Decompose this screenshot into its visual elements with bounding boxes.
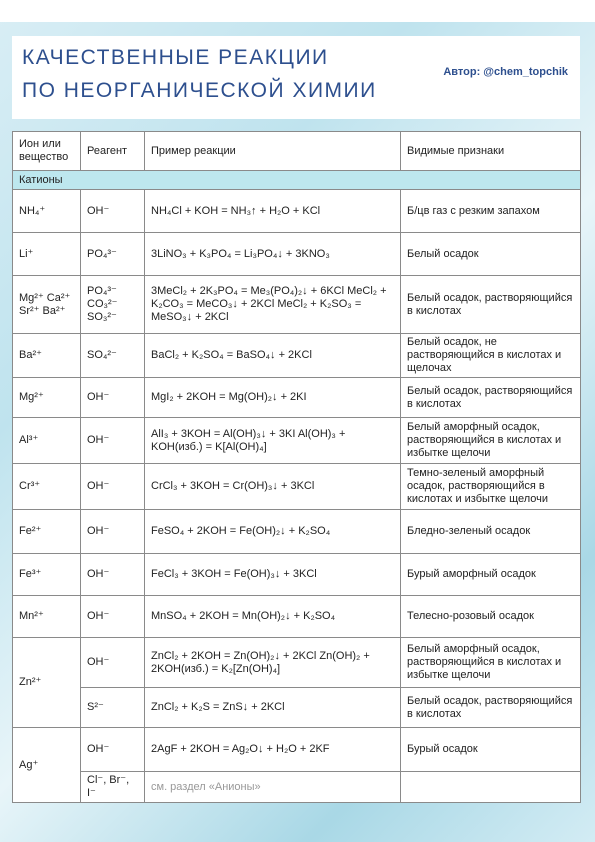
sign-cell: Бурый осадок [401,728,581,772]
section-row-cations [13,171,581,190]
ion-cell: NH₄⁺ [13,190,81,233]
ion-cell: Ag⁺ [13,728,81,803]
ion-cell: Cr³⁺ [13,464,81,510]
ion-cell: Fe³⁺ [13,554,81,596]
sign-cell: Бледно-зеленый осадок [401,510,581,554]
page-top-margin [0,0,595,22]
reagent-cell: SO₄²⁻ [81,334,145,378]
reaction-cell: BaCl₂ + K₂SO₄ = BaSO₄↓ + 2KCl [145,334,401,378]
sign-cell: Темно-зеленый аморфный осадок, растворяющийся в кислотах и избытке щелочи [401,464,581,510]
header-banner [12,36,580,119]
reagent-cell: S²⁻ [81,688,145,728]
table-row [13,464,581,510]
sign-cell: Белый осадок [401,233,581,276]
ion-cell: Mn²⁺ [13,596,81,638]
column-header-reaction: Пример реакции [145,132,401,171]
table-row [13,418,581,464]
reagent-cell: OH⁻ [81,190,145,233]
ion-cell: Zn²⁺ [13,638,81,728]
reagent-cell: OH⁻ [81,728,145,772]
column-header-ion: Ион или вещество [13,132,81,171]
table-row [13,728,581,772]
sign-cell: Белый осадок, растворяющийся в кислотах [401,276,581,334]
reaction-cell: AlI₃ + 3KOH = Al(OH)₃↓ + 3KI Al(OH)₃ + KOH(изб.) = K[Al(OH)₄] [145,418,401,464]
author-credit: Автор: @chem_topchik [443,66,568,78]
table-row [13,276,581,334]
ion-cell: Ba²⁺ [13,334,81,378]
table-header-row [13,132,581,171]
table-row [13,378,581,418]
sign-cell: Б/цв газ с резким запахом [401,190,581,233]
ion-cell: Li⁺ [13,233,81,276]
sign-cell: Белый осадок, растворяющийся в кислотах [401,688,581,728]
reagent-cell: OH⁻ [81,510,145,554]
sign-cell: Белый осадок, не растворяющийся в кислотах и щелочах [401,334,581,378]
column-header-sign: Видимые признаки [401,132,581,171]
table-row [13,334,581,378]
page-title-line1: КАЧЕСТВЕННЫЕ РЕАКЦИИ [22,46,329,69]
reagent-cell: OH⁻ [81,554,145,596]
reagent-cell: OH⁻ [81,638,145,688]
table-row [13,233,581,276]
reaction-cell: MgI₂ + 2KOH = Mg(OH)₂↓ + 2KI [145,378,401,418]
reactions-table [12,131,581,803]
table-row [13,510,581,554]
ion-cell: Al³⁺ [13,418,81,464]
table-row [13,596,581,638]
reaction-cell: см. раздел «Анионы» [145,772,401,803]
reaction-cell: 2AgF + 2KOH = Ag₂O↓ + H₂O + 2KF [145,728,401,772]
reaction-cell: 3LiNO₃ + K₃PO₄ = Li₃PO₄↓ + 3KNO₃ [145,233,401,276]
reagent-cell: PO₄³⁻ [81,233,145,276]
reaction-cell: ZnCl₂ + K₂S = ZnS↓ + 2KCl [145,688,401,728]
page-title-line2: ПО НЕОРГАНИЧЕСКОЙ ХИМИИ [22,79,377,102]
ion-cell: Mg²⁺ Ca²⁺ Sr²⁺ Ba²⁺ [13,276,81,334]
ion-cell: Fe²⁺ [13,510,81,554]
table-row [13,638,581,688]
sign-cell: Белый аморфный осадок, растворяющийся в кислотах и избытке щелочи [401,638,581,688]
column-header-reagent: Реагент [81,132,145,171]
reagent-cell: PO₄³⁻ CO₃²⁻ SO₃²⁻ [81,276,145,334]
sign-cell: Телесно-розовый осадок [401,596,581,638]
reaction-cell: CrCl₃ + 3KOH = Cr(OH)₃↓ + 3KCl [145,464,401,510]
sign-cell: Белый аморфный осадок, растворяющийся в кислотах и избытке щелочи [401,418,581,464]
reaction-cell: MnSO₄ + 2KOH = Mn(OH)₂↓ + K₂SO₄ [145,596,401,638]
table-row [13,688,581,728]
reaction-cell: 3MeCl₂ + 2K₃PO₄ = Me₃(PO₄)₂↓ + 6KCl MeCl₂ + K₂CO₃ = MeCO₃↓ + 2KCl MeCl₂ + K₂SO₃ = MeSO₃↓ + 2KCl [145,276,401,334]
reagent-cell: OH⁻ [81,418,145,464]
sign-cell: Белый осадок, растворяющийся в кислотах [401,378,581,418]
section-label: Катионы [13,171,581,190]
reaction-cell: NH₄Cl + KOH = NH₃↑ + H₂O + KCl [145,190,401,233]
reaction-cell: FeCl₃ + 3KOH = Fe(OH)₃↓ + 3KCl [145,554,401,596]
reagent-cell: OH⁻ [81,464,145,510]
table-row [13,554,581,596]
reaction-cell: FeSO₄ + 2KOH = Fe(OH)₂↓ + K₂SO₄ [145,510,401,554]
reaction-cell: ZnCl₂ + 2KOH = Zn(OH)₂↓ + 2KCl Zn(OH)₂ + 2KOH(изб.) = K₂[Zn(OH)₄] [145,638,401,688]
table-row [13,190,581,233]
table-row [13,772,581,803]
ion-cell: Mg²⁺ [13,378,81,418]
sign-cell: Бурый аморфный осадок [401,554,581,596]
reagent-cell: OH⁻ [81,378,145,418]
reagent-cell: OH⁻ [81,596,145,638]
sign-cell [401,772,581,803]
reagent-cell: Cl⁻, Br⁻, I⁻ [81,772,145,803]
